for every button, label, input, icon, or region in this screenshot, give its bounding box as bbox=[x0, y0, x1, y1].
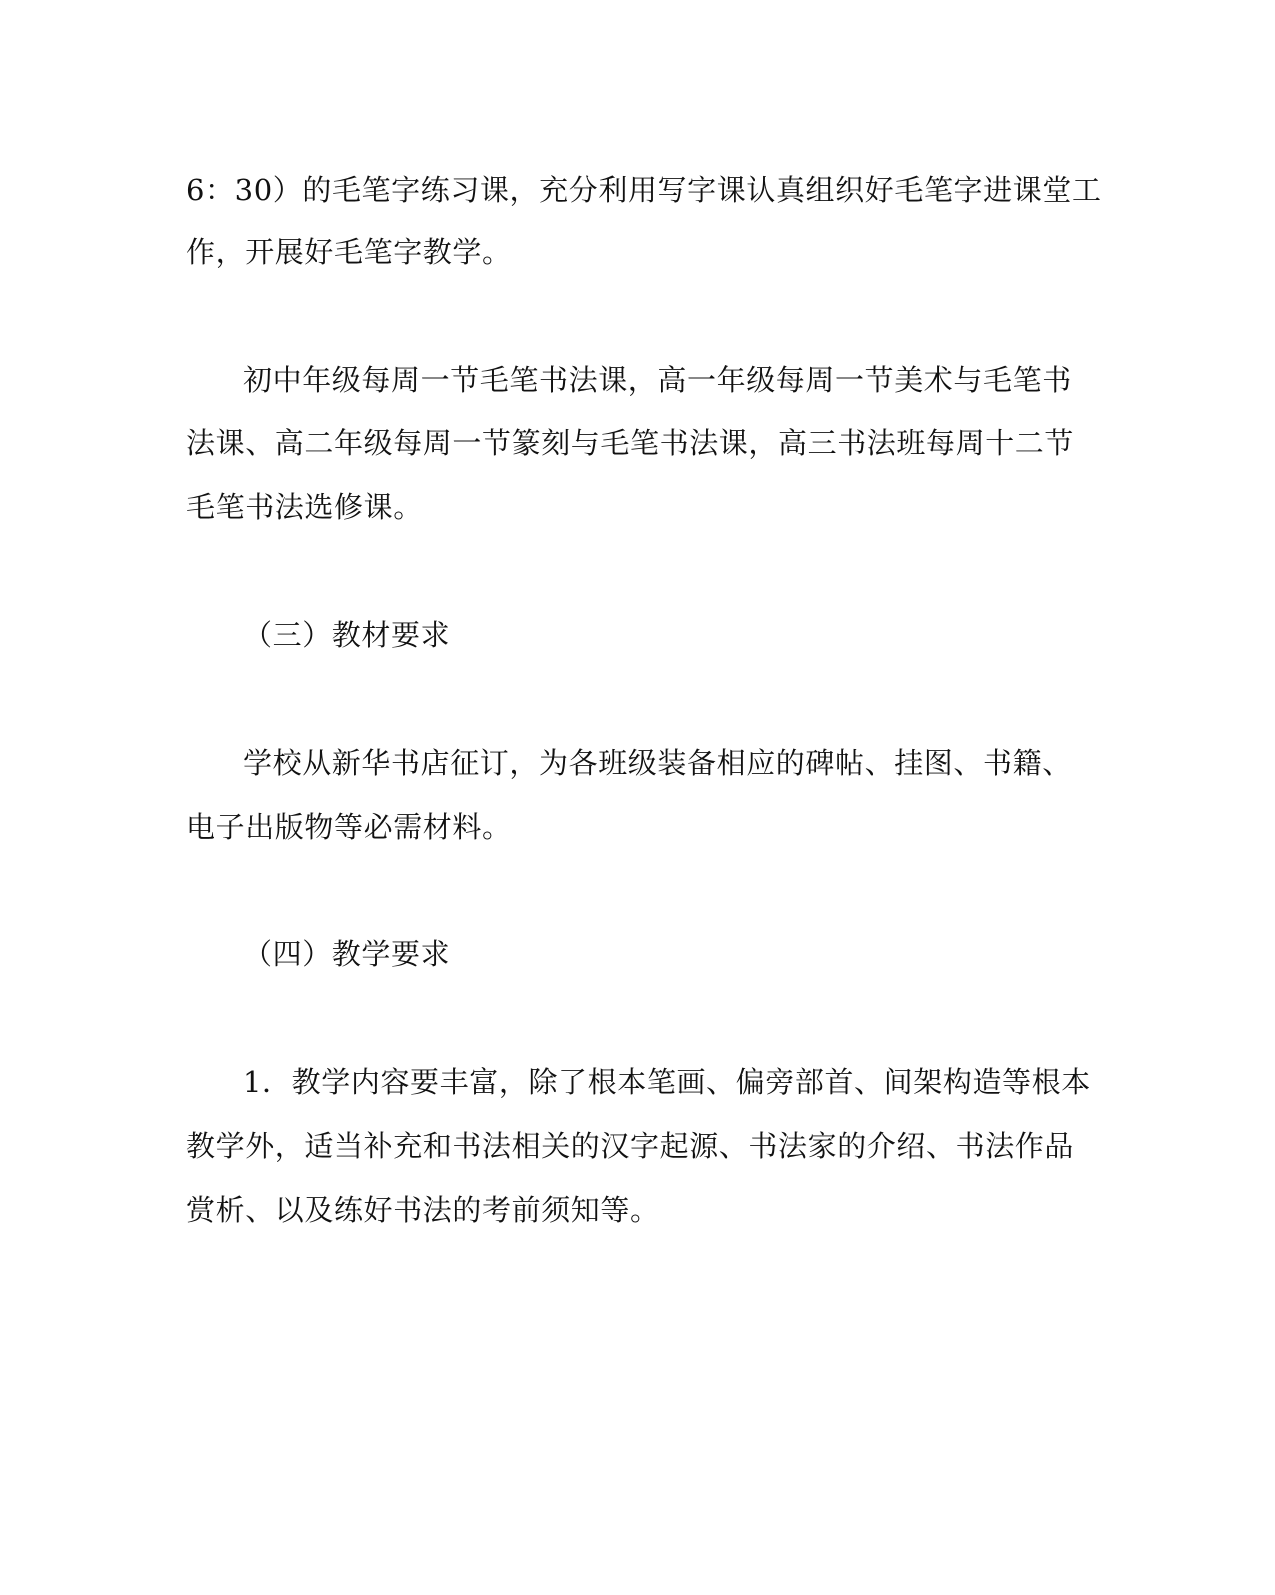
paragraph-line: 赏析、以及练好书法的考前须知等。 bbox=[186, 1193, 660, 1227]
section-heading: （四）教学要求 bbox=[243, 937, 451, 971]
paragraph-line: 毛笔书法选修课。 bbox=[186, 490, 423, 524]
paragraph-line: 作，开展好毛笔字教学。 bbox=[186, 235, 512, 269]
paragraph-line: 教学外，适当补充和书法相关的汉字起源、书法家的介绍、书法作品 bbox=[186, 1129, 1075, 1163]
paragraph-line: 法课、高二年级每周一节篆刻与毛笔书法课，高三书法班每周十二节 bbox=[186, 426, 1075, 460]
paragraph-line: 电子出版物等必需材料。 bbox=[186, 810, 512, 844]
section-heading: （三）教材要求 bbox=[243, 618, 451, 652]
paragraph-line: 6：30）的毛笔字练习课，充分利用写字课认真组织好毛笔字进课堂工 bbox=[186, 173, 1102, 207]
paragraph-line: 学校从新华书店征订，为各班级装备相应的碑帖、挂图、书籍、 bbox=[243, 746, 1072, 780]
paragraph-line: 1．教学内容要丰富，除了根本笔画、偏旁部首、间架构造等根本 bbox=[243, 1065, 1091, 1099]
paragraph-line: 初中年级每周一节毛笔书法课，高一年级每周一节美术与毛笔书 bbox=[243, 363, 1072, 397]
